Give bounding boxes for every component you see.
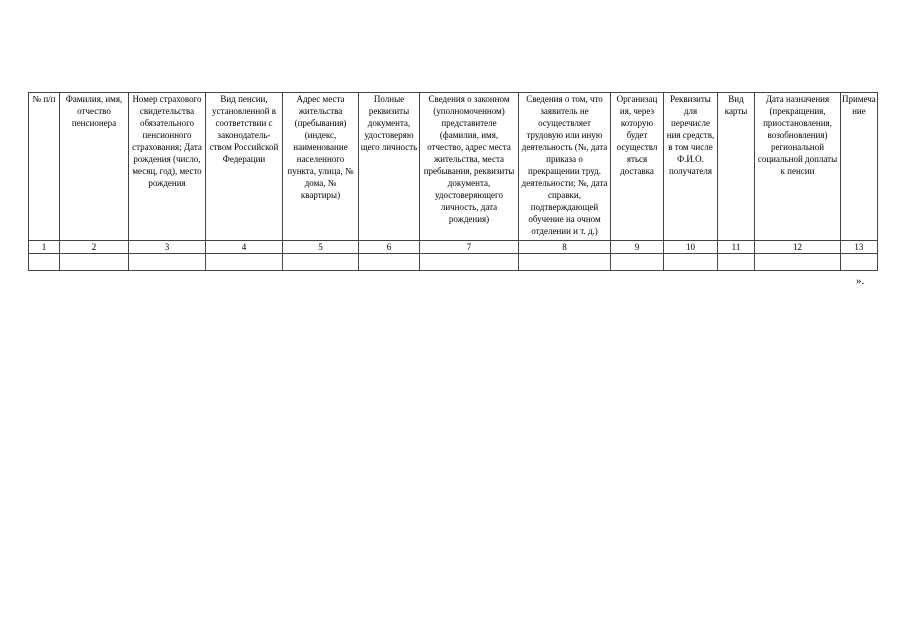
column-number-row [29,241,878,254]
empty-data-row [29,254,878,271]
header-cell-assignment-date: Дата назначения (прекращения, приостановления, возобновления) региональной социальной доплаты к пенсии [755,93,841,241]
empty-cell [359,254,420,271]
column-number-cell: 1 [29,241,60,254]
empty-cell [420,254,519,271]
empty-cell [841,254,878,271]
empty-cell [60,254,129,271]
column-number-cell: 7 [420,241,519,254]
column-number-cell: 5 [283,241,359,254]
header-cell-pension-type: Вид пенсии, установленной в соответствии с законодатель-ством Российской Федерации [206,93,283,241]
column-number-cell: 4 [206,241,283,254]
header-cell-insurance-number: Номер страхового свидетельства обязательного пенсионного страхования; Дата рождения (число, месяц, год), место рождения [129,93,206,241]
header-cell-card-type: Вид карты [718,93,755,241]
empty-cell [206,254,283,271]
header-cell-payment-details: Реквизиты для перечисле ния средств, в том числе Ф.И.О. получателя [664,93,718,241]
header-cell-row-number: № п/п [29,93,60,241]
column-number-cell: 9 [611,241,664,254]
empty-cell [519,254,611,271]
column-number-cell: 8 [519,241,611,254]
column-number-cell: 3 [129,241,206,254]
column-number-cell: 2 [60,241,129,254]
column-number-cell: 6 [359,241,420,254]
header-cell-identity-document: Полные реквизиты документа, удостоверяю щего личность [359,93,420,241]
empty-cell [718,254,755,271]
column-number-cell: 12 [755,241,841,254]
closing-quote-mark: ». [856,275,865,287]
header-cell-employment-status: Сведения о том, что заявитель не осуществляет трудовую или иную деятельность (№, дата приказа о прекращении труд. деятельности; №, дата справки, подтверждающей обучение на очном отделении и т. д.) [519,93,611,241]
header-cell-full-name: Фамилия, имя, отчество пенсионера [60,93,129,241]
header-cell-note: Примеча ние [841,93,878,241]
header-cell-address: Адрес места жительства (пребывания) (индекс, наименование населенного пункта, улица, № дома, № квартиры) [283,93,359,241]
column-number-cell: 13 [841,241,878,254]
column-number-cell: 10 [664,241,718,254]
column-number-cell: 11 [718,241,755,254]
empty-cell [129,254,206,271]
empty-cell [664,254,718,271]
empty-cell [29,254,60,271]
header-cell-legal-representative: Сведения о законном (уполномоченном) представителе (фамилия, имя, отчество, адрес места жительства, места пребывания, реквизиты документа, удостоверяющего личность, дата рождения) [420,93,519,241]
register-table [28,92,878,271]
empty-cell [283,254,359,271]
empty-cell [755,254,841,271]
header-row [29,93,878,241]
empty-cell [611,254,664,271]
header-cell-delivery-organization: Организац ия, через которую будет осуществл яться доставка [611,93,664,241]
